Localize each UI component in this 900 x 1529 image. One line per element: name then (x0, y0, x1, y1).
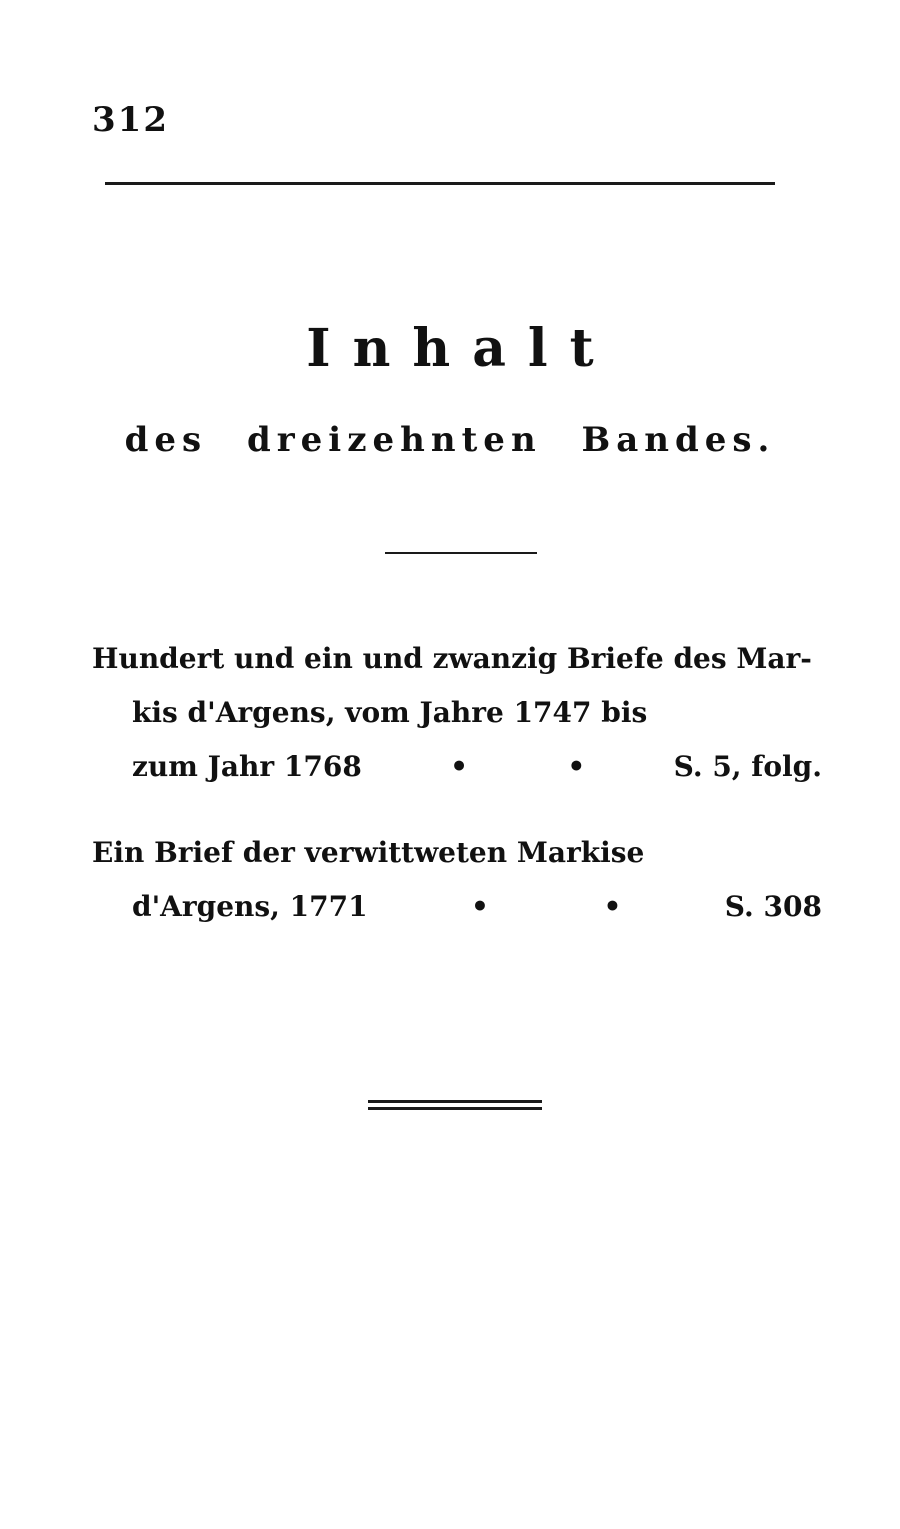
toc-entry-line: Hundert und ein und zwanzig Briefe des Mar- (92, 642, 812, 675)
end-rule-bar (368, 1100, 542, 1103)
toc-entry-line: kis d'Argens, vom Jahre 1747 bis (132, 696, 648, 729)
leader-dot: • (567, 750, 586, 783)
end-rule (368, 1100, 542, 1114)
contents-title: Inhalt (306, 318, 616, 379)
leader-dot: • (450, 750, 469, 783)
title-divider (385, 552, 537, 554)
leader-dot: • (471, 890, 489, 923)
header-rule (105, 182, 775, 185)
toc-entry-final-line (92, 880, 822, 934)
toc-entry-text: d'Argens, 1771 (132, 890, 368, 923)
page-number: 312 (92, 100, 169, 140)
end-rule-bar (368, 1107, 542, 1110)
toc-entry-text: zum Jahr 1768 (132, 750, 362, 783)
toc-entry (92, 826, 822, 934)
toc-entry-line: Ein Brief der verwittweten Markise (92, 836, 645, 869)
toc-entry-final-line (92, 740, 822, 794)
contents-subtitle: des dreizehnten Bandes. (124, 420, 776, 460)
page-reference: S. 5, folg. (673, 750, 822, 783)
toc-entry (92, 632, 822, 794)
page-reference: S. 308 (724, 890, 822, 923)
leader-dot: • (603, 890, 622, 923)
